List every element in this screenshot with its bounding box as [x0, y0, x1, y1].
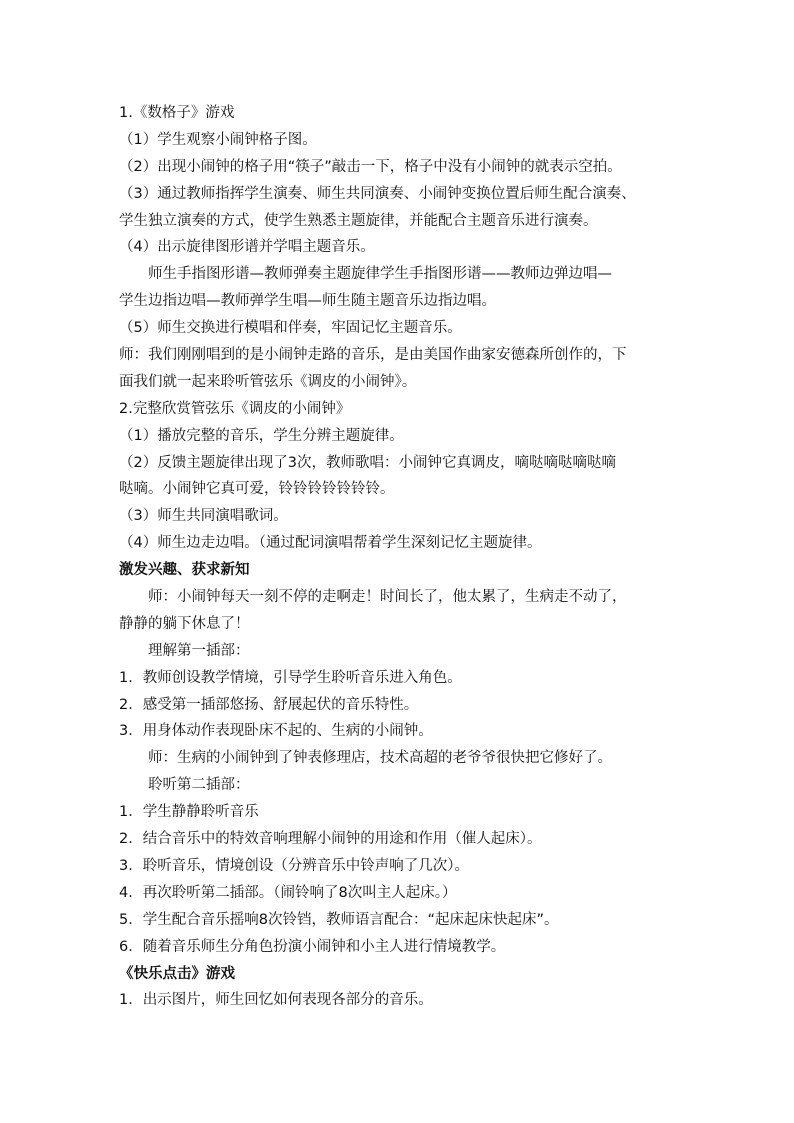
text-line: 3．用身体动作表现卧床不起的、生病的小闹钟。 — [119, 723, 433, 740]
section-heading: 《快乐点击》游戏 — [119, 965, 235, 982]
text-line: 理解第一插部： — [148, 642, 250, 659]
text-line: 1．教师创设教学情境，引导学生聆听音乐进入角色。 — [119, 669, 462, 686]
text-line: 1．出示图片，师生回忆如何表现各部分的音乐。 — [119, 992, 433, 1009]
text-line: 2．感受第一插部悠扬、舒展起伏的音乐特性。 — [119, 696, 419, 713]
text-line: （5）师生交换进行模唱和伴奏，牢固记忆主题音乐。 — [119, 320, 462, 337]
text-line: （3）师生共同演唱歌词。 — [119, 508, 288, 525]
text-line: 师：小闹钟每天一刻不停的走啊走！时间长了，他太累了，生病走不动了， — [148, 589, 627, 606]
text-line: 面我们就一起来聆听管弦乐《调皮的小闹钟》。 — [119, 373, 417, 390]
text-line: 学生独立演奏的方式，使学生熟悉主题旋律，并能配合主题音乐进行演奏。 — [119, 212, 598, 229]
text-line: 1.《数格子》游戏 — [119, 105, 235, 121]
text-line: 师生手指图形谱—教师弹奏主题旋律学生手指图形谱——教师边弹边唱— — [148, 266, 612, 283]
text-line: 3．聆听音乐，情境创设（分辨音乐中铃声响了几次）。 — [119, 857, 469, 874]
text-line: （1）播放完整的音乐，学生分辨主题旋律。 — [119, 427, 404, 444]
text-line: 6．随着音乐师生分角色扮演小闹钟和小主人进行情境教学。 — [119, 938, 506, 955]
text-line: （4）师生边走边唱。（通过配词演唱帮着学生深刻记忆主题旋律。 — [119, 535, 542, 552]
section-heading: 激发兴趣、获求新知 — [119, 562, 250, 579]
text-line: 2．结合音乐中的特效音响理解小闹钟的用途和作用（催人起床）。 — [119, 831, 542, 848]
text-line: 哒嘀。小闹钟它真可爱，铃铃铃铃铃铃铃。 — [119, 481, 395, 498]
text-line: 4．再次聆听第二插部。（闹铃响了8次叫主人起床。） — [119, 884, 457, 901]
text-line: 师：生病的小闹钟到了钟表修理店，技术高超的老爷爷很快把它修好了。 — [148, 750, 612, 767]
text-line: 静静的躺下休息了！ — [119, 615, 250, 632]
text-line: 5．学生配合音乐摇响8次铃铛，教师语言配合：“起床起床快起床”。 — [119, 911, 559, 928]
text-line: 师：我们刚刚唱到的是小闹钟走路的音乐，是由美国作曲家安德森所创作的，下 — [119, 347, 627, 364]
text-line: （1）学生观察小闹钟格子图。 — [119, 131, 317, 148]
text-line: （4）出示旋律图形谱并学唱主题音乐。 — [119, 239, 375, 256]
document-body — [119, 100, 679, 1014]
text-line: 1．学生静静聆听音乐 — [119, 804, 259, 821]
text-line: （2）反馈主题旋律出现了3次，教师歌唱：小闹钟它真调皮，嘀哒嘀哒嘀哒嘀 — [119, 454, 616, 471]
text-line: 聆听第二插部： — [148, 777, 250, 794]
text-line: （3）通过教师指挥学生演奏、师生共同演奏、小闹钟变换位置后师生配合演奏、 — [119, 185, 636, 202]
text-line: 2.完整欣赏管弦乐《调皮的小闹钟》 — [119, 400, 351, 417]
text-line: （2）出现小闹钟的格子用“筷子”敲击一下，格子中没有小闹钟的就表示空拍。 — [119, 158, 622, 175]
text-line: 学生边指边唱—教师弹学生唱—师生随主题音乐边指边唱。 — [119, 293, 496, 310]
